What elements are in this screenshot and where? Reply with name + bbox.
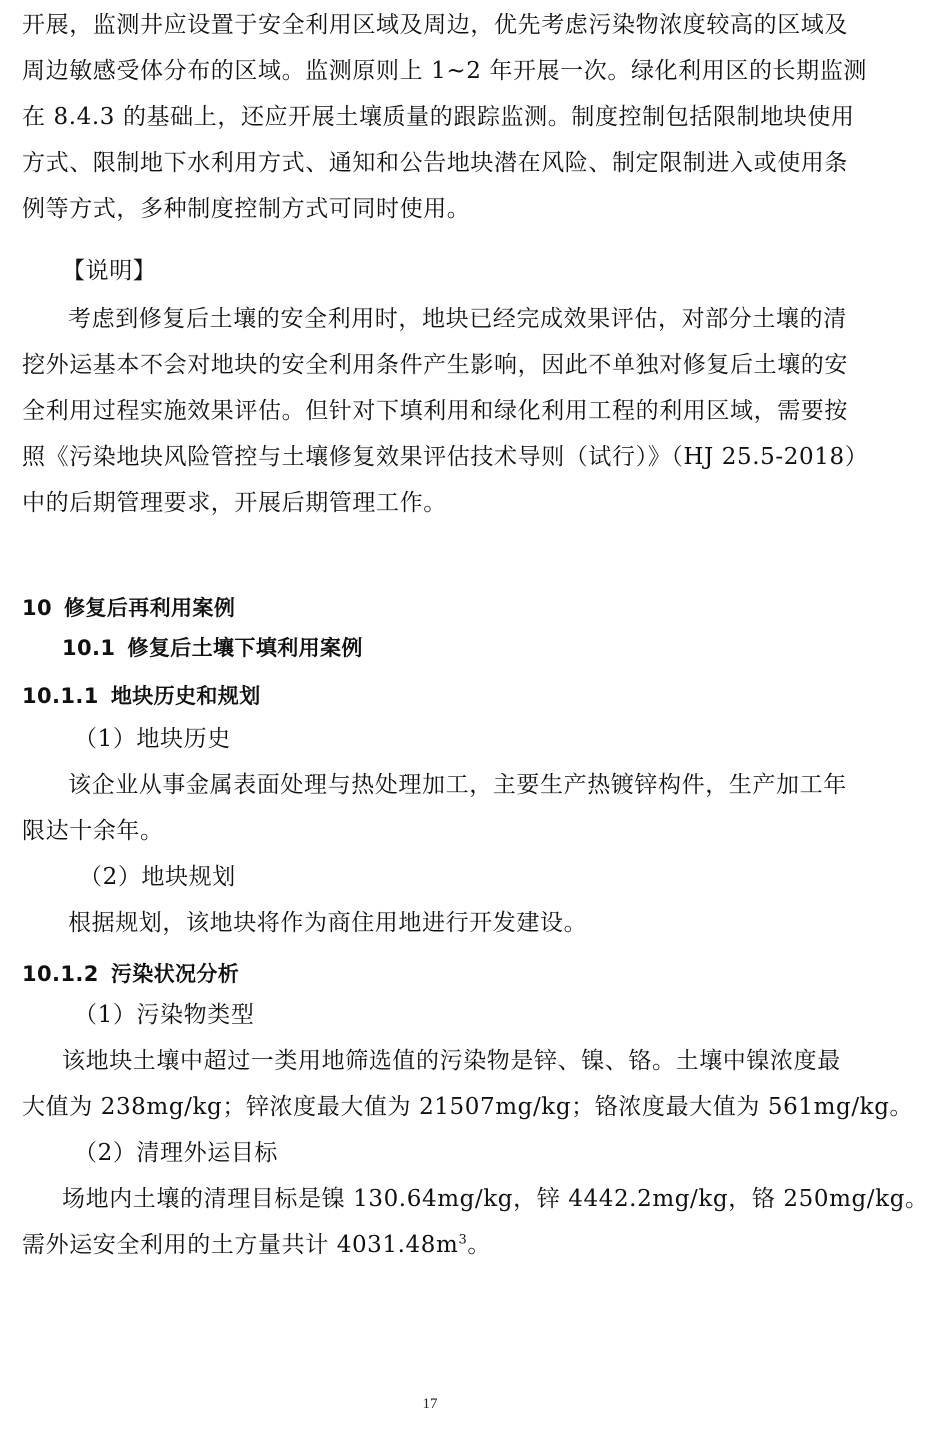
list-item-label: （2）地块规划 — [79, 864, 236, 890]
list-item-label: （1）污染物类型 — [74, 1002, 255, 1028]
text-line: 大值为 238mg/kg；锌浓度最大值为 21507mg/kg；铬浓度最大值为 561mg/kg。 — [22, 1094, 914, 1120]
text-line: 根据规划，该地块将作为商住用地进行开发建设。 — [68, 910, 588, 936]
text-line: 周边敏感受体分布的区域。监测原则上 1~2 年开展一次。绿化利用区的长期监测 — [22, 58, 867, 84]
section-number: 10 — [22, 596, 53, 620]
text-line: 考虑到修复后土壤的安全利用时，地块已经完成效果评估，对部分土壤的清 — [68, 306, 847, 332]
text-line: 该地块土壤中超过一类用地筛选值的污染物是锌、镍、铬。土壤中镍浓度最 — [62, 1048, 841, 1074]
section-heading-10-1 — [62, 632, 363, 662]
section-number: 10.1 — [62, 636, 116, 660]
section-10-1-2-content — [22, 992, 929, 1268]
text-line — [22, 1222, 840, 1268]
section-number: 10.1.2 — [22, 962, 99, 986]
document-page — [22, 0, 929, 1431]
note-paragraph — [22, 296, 869, 526]
section-10-1-1-content — [22, 716, 847, 946]
punctuation: 。 — [467, 1232, 491, 1258]
text-line: 例等方式，多种制度控制方式可同时使用。 — [22, 196, 471, 222]
text-line: 场地内土壤的清理目标是镍 130.64mg/kg，锌 4442.2mg/kg，铬 250mg/kg。 — [62, 1186, 929, 1212]
section-heading-10-1-1 — [22, 680, 261, 710]
text-line: 在 8.4.3 的基础上，还应开展土壤质量的跟踪监测。制度控制包括限制地块使用 — [22, 104, 855, 130]
section-title: 修复后再利用案例 — [64, 596, 236, 620]
section-title: 地块历史和规划 — [110, 684, 261, 708]
list-item-label: （2）清理外运目标 — [74, 1140, 279, 1166]
volume-text: 需外运安全利用的土方量共计 4031.48m — [22, 1232, 459, 1258]
text-line: 挖外运基本不会对地块的安全利用条件产生影响，因此不单独对修复后土壤的安 — [22, 352, 848, 378]
list-item-label: （1）地块历史 — [74, 726, 231, 752]
section-heading-10 — [22, 592, 235, 622]
text-line: 方式、限制地下水利用方式、通知和公告地块潜在风险、制定限制进入或使用条 — [22, 150, 848, 176]
text-line: 照《污染地块风险管控与土壤修复效果评估技术导则（试行）》（HJ 25.5-2018） — [22, 444, 869, 470]
text-line: 全利用过程实施效果评估。但针对下填利用和绿化利用工程的利用区域，需要按 — [22, 398, 848, 424]
section-number: 10.1.1 — [22, 684, 99, 708]
text-line: 中的后期管理要求，开展后期管理工作。 — [22, 490, 447, 516]
note-label: 【说明】 — [62, 258, 157, 284]
text-line: 该企业从事金属表面处理与热处理加工，主要生产热镀锌构件，生产加工年 — [68, 772, 847, 798]
section-heading-10-1-2 — [22, 958, 239, 988]
section-title: 污染状况分析 — [110, 962, 240, 986]
intro-paragraph — [22, 2, 867, 232]
page-number: 17 — [422, 1396, 438, 1412]
text-line: 限达十余年。 — [22, 818, 164, 844]
section-title: 修复后土壤下填利用案例 — [127, 636, 363, 660]
note-block — [22, 248, 840, 294]
text-line: 开展，监测井应设置于安全利用区域及周边，优先考虑污染物浓度较高的区域及 — [22, 12, 848, 38]
superscript: 3 — [458, 1232, 468, 1248]
